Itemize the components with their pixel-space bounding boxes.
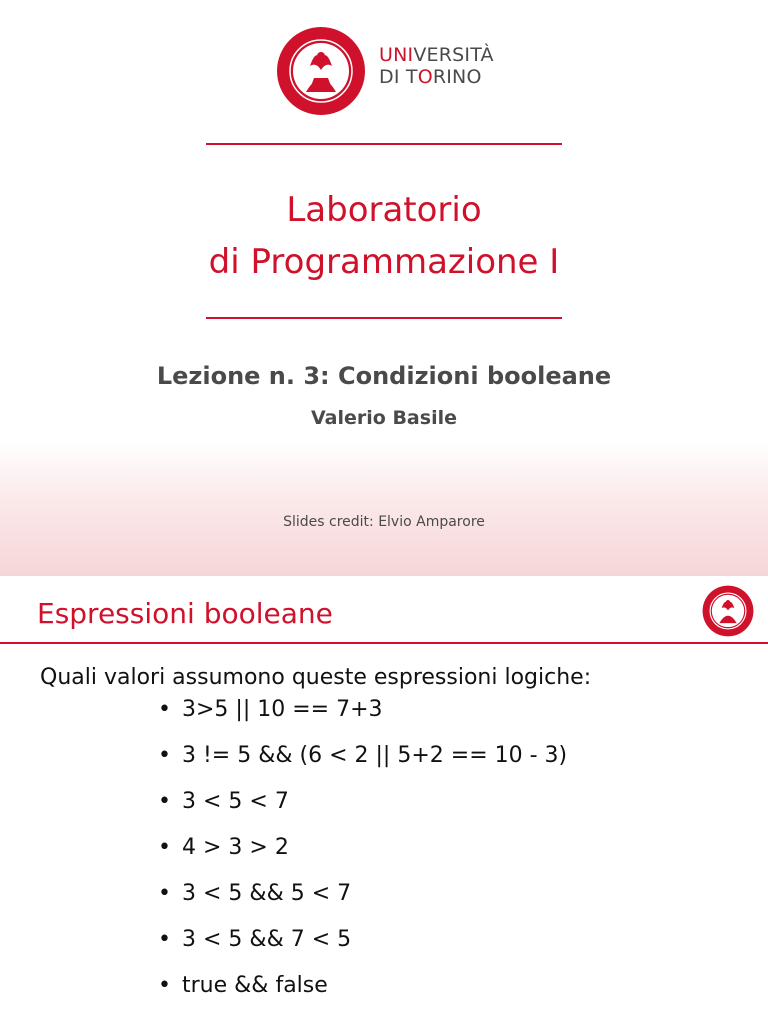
bullet-icon: • [158,835,171,860]
divider-top [206,143,562,145]
slide-heading: Espressioni booleane [37,597,333,630]
university-logo-text [379,44,494,88]
logo-text-gray: DI T [379,66,418,88]
logo-text-gray: VERSITÀ [413,44,494,66]
expression-item [158,878,567,924]
content-slide [0,576,768,1024]
bullet-icon: • [158,881,171,906]
bullet-icon: • [158,743,171,768]
expression-text: 3 < 5 && 7 < 5 [182,927,352,952]
logo-text-gray: RINO [432,66,482,88]
slide-title-line1: Laboratorio [286,190,482,230]
expression-item [158,924,567,970]
bullet-icon: • [158,697,171,722]
expression-text: 4 > 3 > 2 [182,835,289,860]
university-seal-logo [276,26,366,116]
logo-text-red: O [417,66,433,88]
logo-text-red: UNI [379,44,414,66]
divider-bottom [206,317,562,319]
question-text: Quali valori assumono queste espressioni logiche: [40,665,592,690]
lesson-subtitle: Lezione n. 3: Condizioni booleane [156,362,612,390]
slide-title-line2: di Programmazione I [208,242,560,282]
expression-item [158,786,567,832]
university-seal-small-logo [702,585,754,637]
expression-text: 3>5 || 10 == 7+3 [182,697,383,722]
bullet-icon: • [158,973,171,998]
expression-text: 3 != 5 && (6 < 2 || 5+2 == 10 - 3) [182,743,568,768]
expression-item [158,970,567,1016]
bullet-icon: • [158,927,171,952]
expression-list [158,694,567,1016]
slides-credit: Slides credit: Elvio Amparore [283,514,485,530]
expression-text: true && false [182,973,328,998]
expression-item [158,694,567,740]
expression-text: 3 < 5 && 5 < 7 [182,881,352,906]
bullet-icon: • [158,789,171,814]
expression-item [158,832,567,878]
heading-underline [0,642,768,644]
author-name: Valerio Basile [311,407,457,429]
expression-item [158,740,567,786]
expression-text: 3 < 5 < 7 [182,789,289,814]
